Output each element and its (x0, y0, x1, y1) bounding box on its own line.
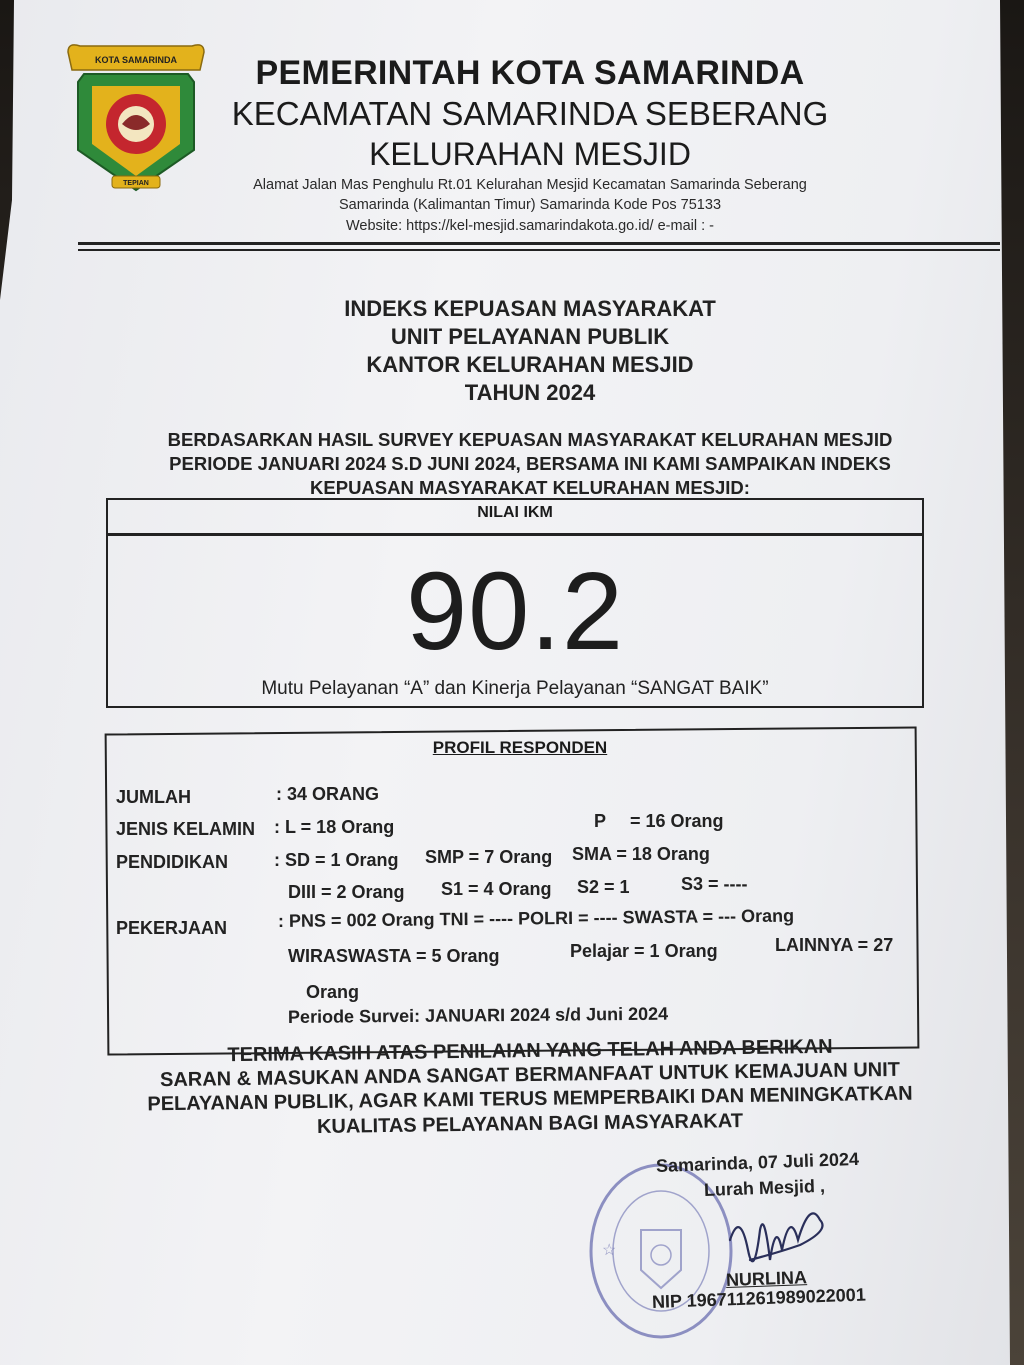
ikm-value: 90.2 (405, 550, 625, 673)
intro-line2: PERIODE JANUARI 2024 S.D JUNI 2024, BERSAMA INI KAMI SAMPAIKAN INDEKS (169, 453, 891, 474)
signature-place-date: Samarinda, 07 Juli 2024 (655, 1148, 860, 1176)
header-address-city: Samarinda (Kalimantan Timur) Samarinda Kode Pos 75133 (338, 197, 722, 213)
profil-pek-pelajar: Pelajar = 1 Orang (570, 941, 718, 961)
intro-line3: KEPUASAN MASYARAKAT KELURAHAN MESJID: (310, 477, 750, 498)
profil-periode: Periode Survei: JANUARI 2024 s/d Juni 2024 (287, 1003, 669, 1027)
profil-pek-orang: Orang (306, 982, 360, 1002)
profil-jumlah-value: : 34 ORANG (276, 784, 380, 804)
intro-line1: BERDASARKAN HASIL SURVEY KEPUASAN MASYARAKAT KELURAHAN MESJID (167, 429, 893, 450)
profil-kelamin-p-label: P (594, 811, 607, 831)
profil-pend-s2: S2 = 1 (577, 877, 630, 897)
city-emblem-logo (62, 40, 210, 195)
profil-pend-s1: S1 = 4 Orang (441, 879, 552, 899)
profil-kelamin-p-value: = 16 Orang (630, 811, 724, 831)
ikm-description: Mutu Pelayanan “A” dan Kinerja Pelayanan “SANGAT BAIK” (261, 678, 769, 699)
doc-title-line3: KANTOR KELURAHAN MESJID (366, 352, 694, 377)
header-district: KECAMATAN SAMARINDA SEBERANG (231, 95, 829, 132)
doc-title-year: TAHUN 2024 (464, 380, 596, 405)
header-divider-thin (78, 249, 1000, 251)
profil-pek-wiraswasta: WIRASWASTA = 5 Orang (288, 946, 500, 966)
closing-line3: PELAYANAN PUBLIK, AGAR KAMI TERUS MEMPERBAIKI DAN MENINGKATKAN (147, 1082, 913, 1116)
closing-line2: SARAN & MASUKAN ANDA SANGAT BERMANFAAT UNTUK KEMAJUAN UNIT (159, 1058, 901, 1092)
logo-banner-text: KOTA SAMARINDA (95, 55, 177, 65)
profil-title-text: PROFIL RESPONDEN (432, 738, 608, 757)
signature-position: Lurah Mesjid , (703, 1175, 826, 1200)
doc-title-line2: UNIT PELAYANAN PUBLIK (390, 324, 670, 349)
header-government: PEMERINTAH KOTA SAMARINDA (255, 54, 805, 92)
header-website: Website: https://kel-mesjid.samarindakota.go.id/ e-mail : - (345, 218, 714, 234)
profil-pekerjaan-label: PEKERJAAN (116, 918, 228, 938)
header-divider-thick (78, 242, 1000, 245)
signature-nip: NIP 196711261989022001 (651, 1284, 867, 1312)
ikm-label: NILAI IKM (106, 498, 924, 536)
profil-title (106, 738, 934, 758)
profil-jumlah-label: JUMLAH (116, 787, 191, 807)
profil-pek-lainnya: LAINNYA = 27 (775, 935, 894, 955)
logo-ribbon-text: TEPIAN (123, 180, 149, 187)
profil-kelamin-l: : L = 18 Orang (274, 817, 395, 837)
profil-kelamin-label: JENIS KELAMIN (116, 819, 256, 839)
header-village: KELURAHAN MESJID (369, 136, 691, 172)
signature-name: NURLINA (725, 1267, 808, 1290)
profil-pend-diii: DIII = 2 Orang (288, 882, 405, 902)
profil-pek-line1: : PNS = 002 Orang TNI = ---- POLRI = ---- SWASTA = --- Orang (277, 905, 795, 931)
profil-pend-s3: S3 = ---- (681, 874, 748, 894)
profil-pend-sd: : SD = 1 Orang (274, 850, 399, 870)
closing-line1: TERIMA KASIH ATAS PENILAIAN YANG TELAH ANDA BERIKAN (227, 1035, 833, 1067)
profil-pendidikan-label: PENDIDIKAN (116, 852, 229, 872)
svg-text:☆: ☆ (602, 1242, 617, 1259)
profil-pend-smp: SMP = 7 Orang (425, 847, 553, 867)
doc-title-line1: INDEKS KEPUASAN MASYARAKAT (344, 296, 716, 321)
header-address-line: Alamat Jalan Mas Penghulu Rt.01 Kelurahan Mesjid Kecamatan Samarinda Seberang (253, 177, 807, 193)
closing-line4: KUALITAS PELAYANAN BAGI MASYARAKAT (316, 1110, 744, 1138)
profil-pend-sma: SMA = 18 Orang (572, 844, 710, 864)
